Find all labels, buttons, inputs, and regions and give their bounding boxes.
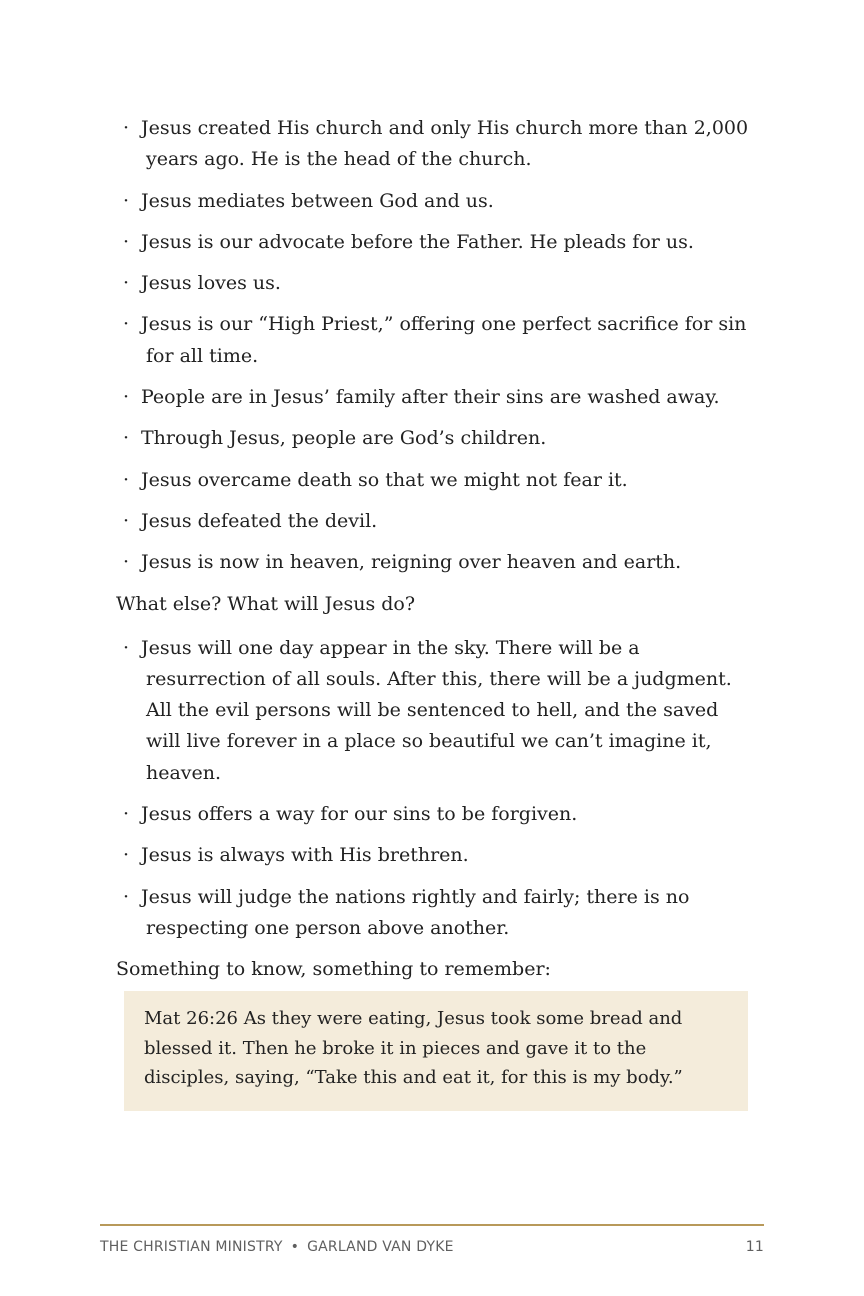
footer-divider (100, 1224, 764, 1226)
bullet-icon: · (123, 272, 130, 295)
list-item (116, 799, 756, 830)
bullet-icon: · (123, 803, 130, 826)
list-item (116, 113, 756, 176)
list-item (116, 547, 756, 578)
list-item (116, 309, 756, 372)
paragraph-something-to-know: Something to know, something to remember: (116, 958, 551, 981)
bullet-icon: · (123, 117, 130, 139)
bullet-icon: · (123, 885, 130, 908)
paragraph-what-else: What else? What will Jesus do? (116, 592, 416, 615)
list-item-text: Through Jesus, people are God’s children. (141, 427, 547, 450)
footer-separator: • (290, 1239, 300, 1255)
footer-book-title: THE CHRISTIAN MINISTRY (100, 1239, 283, 1255)
list-item-text: Jesus will one day appear in the sky. There will be a resurrection of all souls. After this, there will be a judgment. All the evil persons will be sentenced to hell, and the saved will live forever in a place so beautiful we can’t imagine it, heaven. (141, 636, 732, 784)
list-item-text: Jesus is our “High Priest,” offering one perfect sacrifice for sin for all time. (141, 313, 747, 367)
list-item-text: Jesus overcame death so that we might not fear it. (141, 468, 628, 491)
bullet-icon: · (123, 468, 130, 491)
list-item-text: Jesus mediates between God and us. (141, 189, 494, 212)
bullet-icon: · (123, 386, 130, 409)
list-item-text: Jesus is always with His brethren. (141, 844, 469, 867)
list-item-text: Jesus is our advocate before the Father. He pleads for us. (141, 230, 694, 253)
list-item-text: People are in Jesus’ family after their sins are washed away. (141, 386, 720, 409)
page-number: 11 (745, 1239, 764, 1255)
scripture-quote-text: Mat 26:26 As they were eating, Jesus took some bread and blessed it. Then he broke it in pieces and gave it to the disciples, saying, “Take this and eat it, for this is my body.” (144, 1008, 683, 1088)
list-item (116, 186, 756, 217)
bullet-icon: · (123, 844, 130, 867)
list-item-text: Jesus defeated the devil. (141, 509, 378, 532)
bullet-list-what-jesus-did (116, 113, 756, 579)
list-item (116, 382, 756, 413)
scripture-quote-box (124, 991, 748, 1111)
list-item-text: Jesus will judge the nations rightly and fairly; there is no respecting one person above another. (141, 885, 690, 939)
list-item (116, 633, 756, 789)
list-item (116, 227, 756, 258)
bullet-icon: · (123, 636, 130, 659)
page-content (116, 113, 756, 1111)
bullet-icon: · (123, 313, 130, 336)
bullet-icon: · (123, 551, 130, 574)
bullet-icon: · (123, 509, 130, 532)
bullet-list-what-jesus-will-do (116, 633, 756, 945)
list-item (116, 465, 756, 496)
list-item-text: Jesus offers a way for our sins to be forgiven. (141, 803, 578, 826)
list-item-text: Jesus created His church and only His church more than 2,000 years ago. He is the head of the church. (141, 117, 749, 171)
list-item (116, 840, 756, 871)
bullet-icon: · (123, 427, 130, 450)
list-item-text: Jesus is now in heaven, reigning over heaven and earth. (141, 551, 682, 574)
footer-running-title (100, 1239, 454, 1255)
bullet-icon: · (123, 189, 130, 212)
list-item (116, 268, 756, 299)
list-item (116, 882, 756, 945)
footer-author: GARLAND VAN DYKE (307, 1239, 454, 1255)
bullet-icon: · (123, 230, 130, 253)
list-item-text: Jesus loves us. (141, 272, 281, 295)
list-item (116, 506, 756, 537)
list-item (116, 423, 756, 454)
